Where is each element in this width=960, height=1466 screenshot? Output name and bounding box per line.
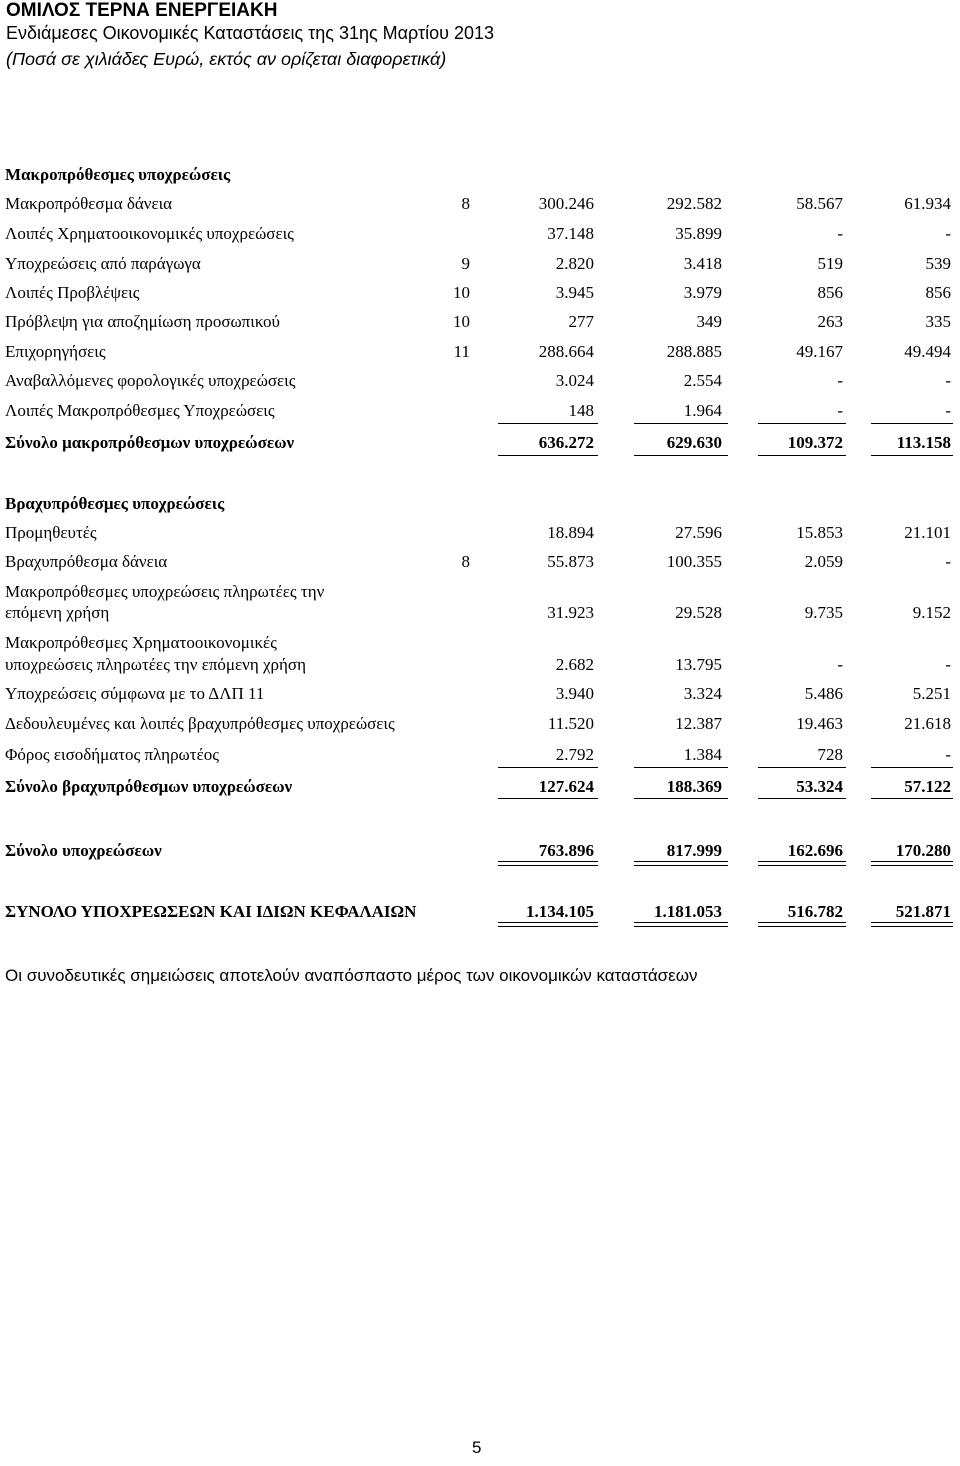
page-number: 5 [472, 1438, 482, 1457]
double-total-rule [871, 861, 953, 866]
subtotal-rule [758, 767, 846, 768]
subtotal-rule [758, 423, 846, 424]
total-rule [498, 798, 598, 799]
double-total-rule [498, 861, 598, 866]
subtotal-rule [498, 423, 598, 424]
double-total-rule [634, 922, 728, 927]
subtotal-rule [871, 423, 953, 424]
total-rule [871, 455, 953, 456]
total-rule [498, 455, 598, 456]
total-rule [871, 798, 953, 799]
total-rule [758, 798, 846, 799]
statement-title: Ενδιάμεσες Οικονομικές Καταστάσεις της 31ης Μαρτίου 2013 [6, 23, 495, 43]
table-row: Μακροπρόθεσμες υποχρεώσεις πληρωτέες την επόμενη χρήση 31.923 29.528 9.735 9.152 [5, 582, 951, 622]
subtotal-rule [634, 767, 728, 768]
units-note: (Ποσά σε χιλιάδες Ευρώ, εκτός αν ορίζεται διαφορετικά) [6, 49, 447, 69]
double-total-rule [758, 922, 846, 927]
subtotal-rule [634, 423, 728, 424]
total-rule [758, 455, 846, 456]
total-rule [634, 455, 728, 456]
subtotal-rule [498, 767, 598, 768]
double-total-rule [871, 922, 953, 927]
double-total-rule [634, 861, 728, 866]
footnote: Οι συνοδευτικές σημειώσεις αποτελούν αναπόσπαστο μέρος των οικονομικών καταστάσεων [5, 966, 698, 985]
total-rule [634, 798, 728, 799]
subtotal-rule [871, 767, 953, 768]
double-total-rule [758, 861, 846, 866]
company-title: ΟΜΙΛΟΣ ΤΕΡΝΑ ΕΝΕΡΓΕΙΑΚΗ [6, 0, 278, 21]
table-row: Μακροπρόθεσμες Χρηματοοικονομικές υποχρεώσεις πληρωτέες την επόμενη χρήση 2.682 13.795 - - [5, 633, 951, 674]
double-total-rule [498, 922, 598, 927]
